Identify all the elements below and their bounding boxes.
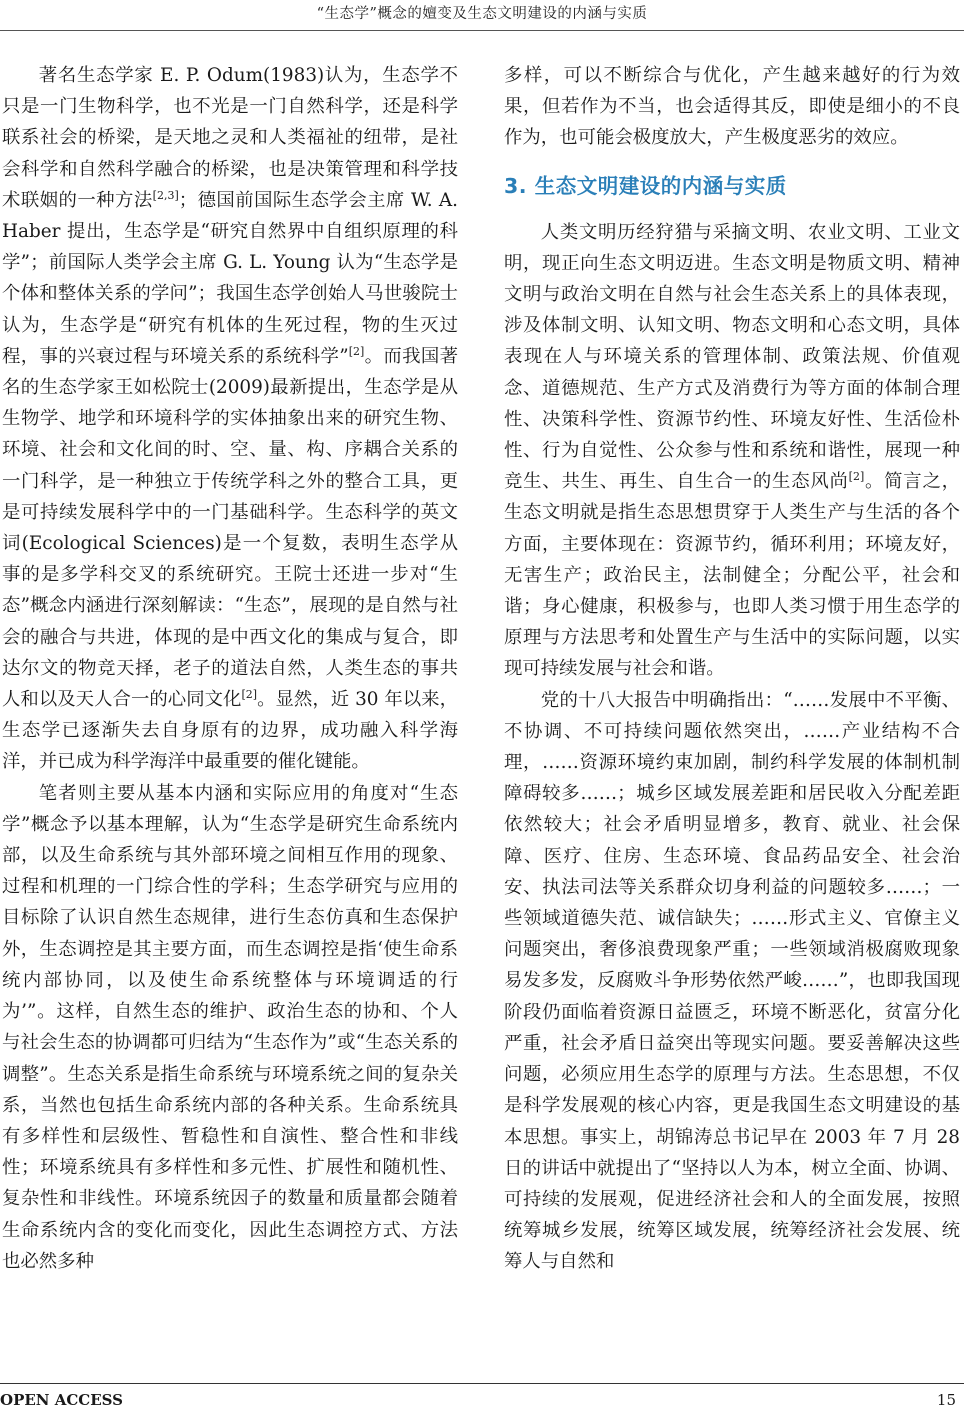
section-heading: 3. 生态文明建设的内涵与实质 [504,173,787,198]
citation: [2] [848,470,865,484]
text-run: 。显然，近 30 年以来，生态学已逐渐失去自身原有的边界，成功融入科学海洋，并已成为科学海洋中最重要的催化键能。 [2,689,458,773]
text-run: 。而我国著名的生态学家王如松院士(2009)最新提出，生态学是从生物学、地学和环境科学的实体抽象出来的研究生物、环境、社会和文化间的时、空、量、构、序耦合关系的一门科学，是一种独立于传统学科之外的整合工具，更是可持续发展科学中的一门基础科学。生态科学的英文词(Ecological Sciences)是一个复数，表明生态学从事的是多学科交叉的系统研究。王院士还进一步对“生态”概念内涵进行深刻解读：“生态”，展现的是自然与社会的融合与共进，体现的是中西文化的集成与复合，即达尔文的物竞天择，老子的道法自然，人类生态的事共人和以及天人合一的心同文化 [2,345,458,711]
paragraph-ecology-definitions [2,60,458,778]
right-column [504,60,960,1278]
footer-divider [0,1383,964,1384]
running-header: “生态学”概念的嬗变及生态文明建设的内涵与实质 [316,6,648,22]
paragraph-author-view: 笔者则主要从基本内涵和实际应用的角度对“生态学”概念予以基本理解，认为“生态学是研究生命系统内部，以及生命系统与其外部环境之间相互作用的现象、过程和机理的一门综合性的学科；生态学研究与应用的目标除了认识自然生态规律，进行生态仿真和生态保护外，生态调控是其主要方面，而生态调控是指‘使生命系统内部协同，以及使生命系统整体与环境调适的行为’”。这样，自然生态的维护、政治生态的协和、个人与社会生态的协调都可归结为“生态作为”或“生态关系的调整”。生态关系是指生命系统与环境系统之间的复杂关系，当然也包括生命系统内部的各种关系。生命系统具有多样性和层级性、暂稳性和自演性、整合性和非线性；环境系统具有多样性和多元性、扩展性和随机性、复杂性和非线性。环境系统因子的数量和质量都会随着生命系统内含的变化而变化，因此生态调控方式、方法也必然多种 [2,782,458,1272]
text-run: 。简言之，生态文明就是指生态思想贯穿于人类生产与生活的各个方面，主要体现在：资源节约，循环利用；环境友好，无害生产；政治民主，法制健全；分配公平，社会和谐；身心健康，积极参与，也即人类习惯于用生态学的原理与方法思考和处置生产与生活中的实际问题，以实现可持续发展与社会和谐。 [504,471,960,680]
header-divider [0,30,964,31]
paragraph-ecological-civilization [504,217,960,685]
page-number: 15 [936,1391,956,1409]
citation: [2] [241,687,258,701]
paragraph-continuation: 多样，可以不断综合与优化，产生越来越好的行为效果，但若作为不当，也会适得其反，即使是细小的不良作为，也可能会极度放大，产生极度恶劣的效应。 [504,65,960,149]
paragraph-party-report: 党的十八大报告中明确指出：“……发展中不平衡、不协调、不可持续问题依然突出，……产业结构不合理，……资源环境约束加剧，制约科学发展的体制机制障碍较多……；城乡区域发展差距和居民收入分配差距依然较大；社会矛盾明显增多，教育、就业、社会保障、医疗、住房、生态环境、食品药品安全、社会治安、执法司法等关系群众切身利益的问题较多……；一些领域道德失范、诚信缺失；……形式主义、官僚主义问题突出，奢侈浪费现象严重；一些领域消极腐败现象易发多发，反腐败斗争形势依然严峻……”，也即我国现阶段仍面临着资源日益匮乏，环境不断恶化，贫富分化严重，社会矛盾日益突出等现实问题。要妥善解决这些问题，必须应用生态学的原理与方法。生态思想，不仅是科学发展观的核心内容，更是我国生态文明建设的基本思想。事实上，胡锦涛总书记早在 2003 年 7 月 28 日的讲话中就提出了“坚持以人为本，树立全面、协调、可持续的发展观，促进经济社会和人的全面发展，按照统筹城乡发展，统筹区域发展，统筹经济社会发展、统筹人与自然和 [504,689,960,1273]
text-run: ；德国前国际生态学会主席 W. A. Haber 提出，生态学是“研究自然界中自组织原理的科学”；前国际人类学会主席 G. L. Young 认为“生态学是个体和整体关系的学问”；我国生态学创始人马世骏院士认为，生态学是“研究有机体的生死过程，物的生灭过程，事的兴衰过程与环境关系的系统科学” [2,189,458,367]
text-run: 人类文明历经狩猎与采摘文明、农业文明、工业文明，现正向生态文明迈进。生态文明是物质文明、精神文明与政治文明在自然与社会生态关系上的具体表现，涉及体制文明、认知文明、物态文明和心态文明，具体表现在人与环境关系的管理体制、政策法规、价值观念、道德规范、生产方式及消费行为等方面的体制合理性、决策科学性、资源节约性、环境友好性、生活俭朴性、行为自觉性、公众参与性和系统和谐性，展现一种竞生、共生、再生、自生合一的生态风尚 [504,221,960,493]
citation: [2] [348,344,365,358]
journal-label: OPEN ACCESS [0,1391,123,1409]
left-column [2,60,458,1277]
text-run: 著名生态学家 E. P. Odum(1983)认为，生态学不只是一门生物科学，也不光是一门自然科学，还是科学联系社会的桥梁，是天地之灵和人类福祉的纽带，是社会科学和自然科学融合的桥梁，也是决策管理和科学技术联姻的一种方法 [2,65,458,211]
citation: [2,3] [152,188,179,202]
